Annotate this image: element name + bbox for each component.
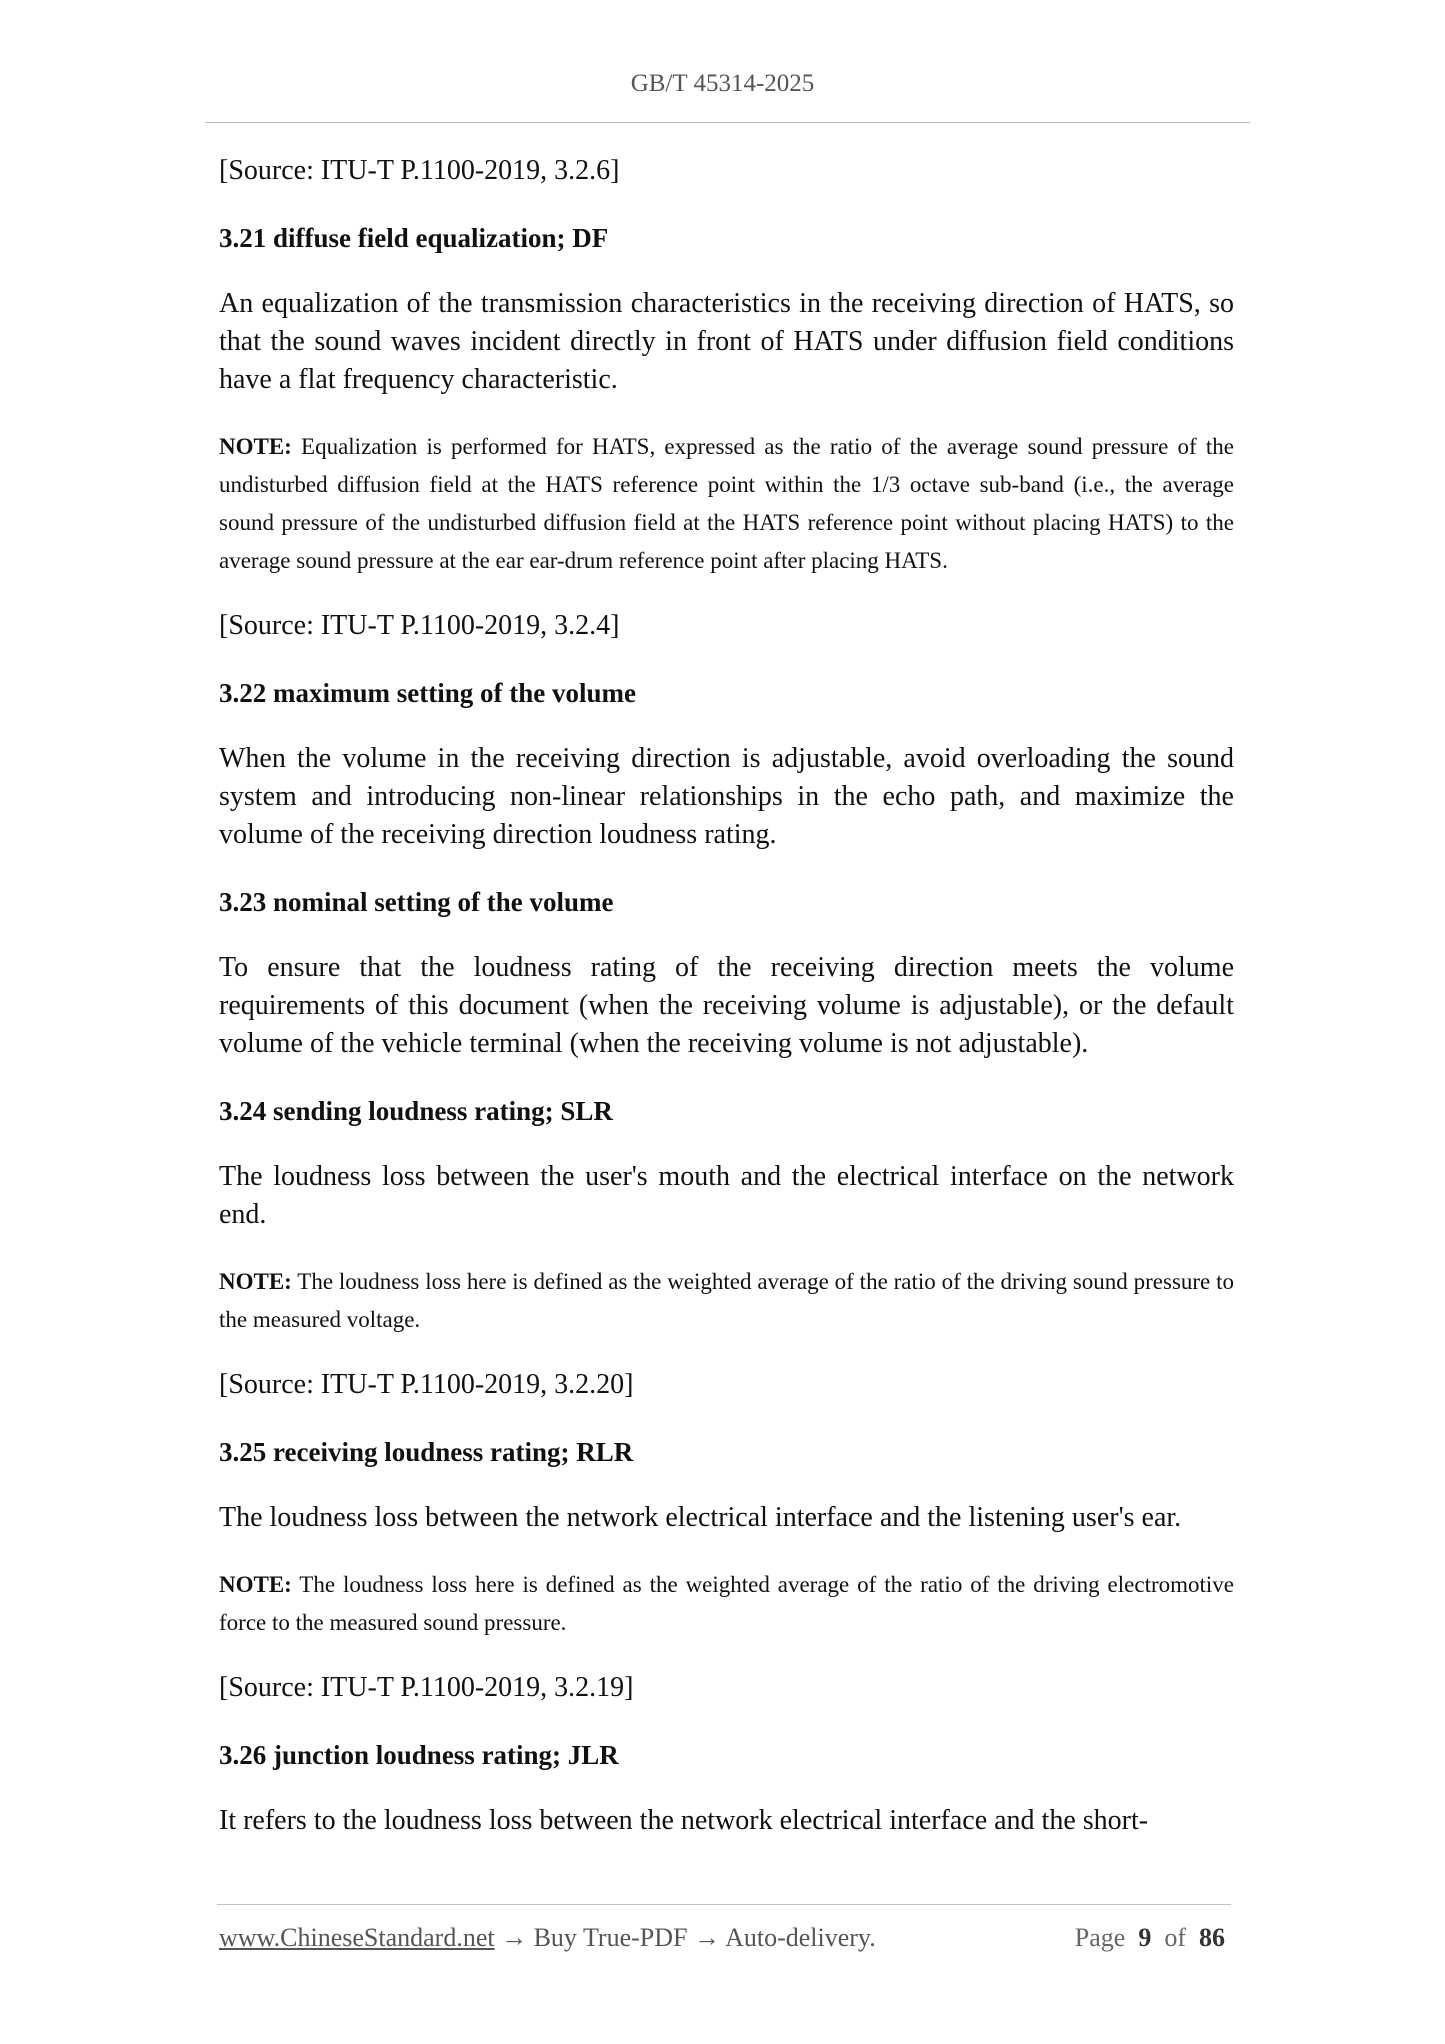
page-label: Page: [1074, 1923, 1126, 1952]
term-heading: 3.24 sending loudness rating; SLR: [219, 1096, 613, 1126]
term-definition: The loudness loss between the network electrical interface and the listening user's ear.: [219, 1502, 1182, 1533]
note-text: The loudness loss here is defined as the weighted average of the ratio of the driving sound pressure to the measured voltage.: [219, 1269, 1234, 1332]
arrow-right-icon: →: [501, 1923, 528, 1952]
of-label: of: [1164, 1923, 1186, 1952]
term-heading: 3.25 receiving loudness rating; RLR: [219, 1437, 634, 1467]
note-text: Equalization is performed for HATS, expressed as the ratio of the average sound pressure of the undisturbed diffusion field at the HATS reference point within the 1/3 octave sub-band (i.e., the average sound pressure of the undisturbed diffusion field at the HATS reference point without placing HATS) to the average sound pressure at the ear ear-drum reference point after placing HATS.: [219, 434, 1234, 573]
document-body: [219, 152, 1234, 1869]
footer-divider: [217, 1904, 1231, 1905]
term-heading: 3.21 diffuse field equalization; DF: [219, 223, 609, 253]
source-reference: [Source: ITU-T P.1100-2019, 3.2.19]: [219, 1672, 634, 1703]
term-definition: To ensure that the loudness rating of the receiving direction meets the volume requirements of this document (when the receiving volume is adjustable), or the default volume of the vehicle terminal (when the receiving volume is not adjustable).: [219, 952, 1234, 1059]
buy-pdf-text: Buy True-PDF: [533, 1923, 688, 1952]
term-heading: 3.22 maximum setting of the volume: [219, 678, 636, 708]
document-code-header: GB/T 45314-2025: [630, 70, 815, 97]
term-definition: The loudness loss between the user's mouth and the electrical interface on the network end.: [219, 1161, 1234, 1230]
note-label: NOTE:: [219, 1572, 292, 1597]
current-page-number: 9: [1138, 1923, 1152, 1952]
total-pages-number: 86: [1199, 1923, 1225, 1952]
footer-promo: [219, 1923, 876, 1953]
arrow-right-icon: →: [694, 1923, 720, 1952]
website-link[interactable]: www.ChineseStandard.net: [219, 1923, 495, 1952]
note-label: NOTE:: [219, 434, 292, 459]
note-text: The loudness loss here is defined as the weighted average of the ratio of the driving electromotive force to the measured sound pressure.: [219, 1572, 1234, 1635]
term-definition: It refers to the loudness loss between the network electrical interface and the short-: [219, 1805, 1149, 1836]
page-indicator: [1075, 1923, 1225, 1953]
source-reference: [Source: ITU-T P.1100-2019, 3.2.6]: [219, 155, 620, 186]
note-label: NOTE:: [219, 1269, 292, 1294]
term-note: [219, 428, 1234, 580]
auto-delivery-text: Auto-delivery.: [725, 1923, 876, 1952]
term-heading: 3.23 nominal setting of the volume: [219, 887, 614, 917]
term-heading: 3.26 junction loudness rating; JLR: [219, 1740, 619, 1770]
term-definition: When the volume in the receiving direction is adjustable, avoid overloading the sound system and introducing non-linear relationships in the echo path, and maximize the volume of the receiving direction loudness rating.: [219, 743, 1234, 850]
source-reference: [Source: ITU-T P.1100-2019, 3.2.4]: [219, 610, 620, 641]
header-divider: [205, 122, 1250, 123]
source-reference: [Source: ITU-T P.1100-2019, 3.2.20]: [219, 1369, 634, 1400]
term-definition: An equalization of the transmission characteristics in the receiving direction of HATS, so that the sound waves incident directly in front of HATS under diffusion field conditions have a flat frequency characteristic.: [219, 288, 1234, 395]
term-note: [219, 1566, 1234, 1642]
term-note: [219, 1263, 1234, 1339]
